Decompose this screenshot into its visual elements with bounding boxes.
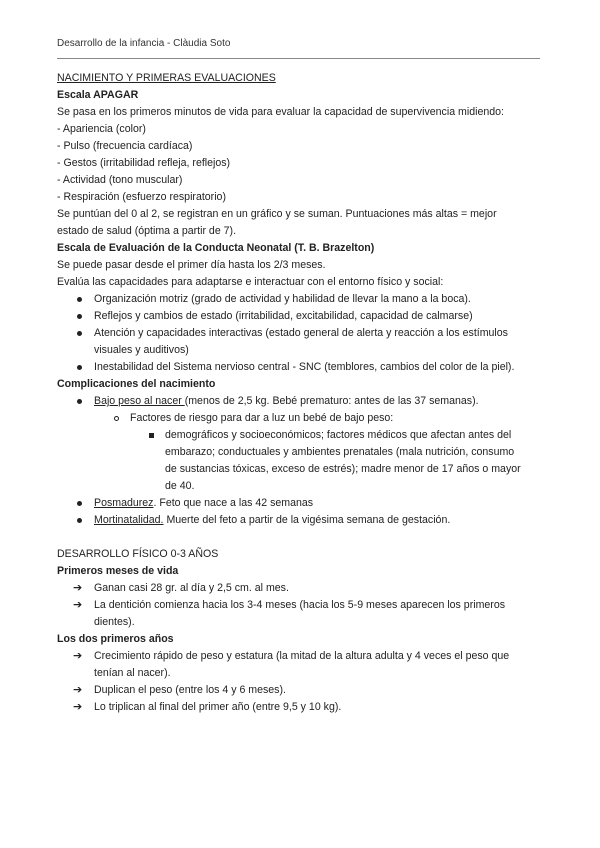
list-item xyxy=(57,393,542,410)
bullet-icon xyxy=(77,297,82,302)
term-posmadurez: Posmadurez xyxy=(94,497,154,509)
list-item-text: Atención y capacidades interactivas (estado general de alerta y reacción a los estímulos xyxy=(94,327,508,339)
section-heading-nacimiento: NACIMIENTO Y PRIMERAS EVALUACIONES xyxy=(57,72,276,84)
term-bajo-peso: Bajo peso al nacer xyxy=(94,395,185,407)
square-bullet-icon xyxy=(149,433,154,438)
bullet-icon xyxy=(77,314,82,319)
list-item-text: de sustancias tóxicas, exceso de estrés); madre menor de 17 años o mayor xyxy=(165,463,521,475)
term-mortinatalidad: Mortinatalidad. xyxy=(94,514,164,526)
list-item xyxy=(57,410,542,427)
header-divider xyxy=(57,58,540,59)
apgar-item: - Pulso (frecuencia cardíaca) xyxy=(57,140,193,152)
arrow-right-icon: ➔ xyxy=(73,599,83,611)
list-item-text: visuales y auditivos) xyxy=(94,344,189,356)
list-item xyxy=(57,580,542,597)
list-item xyxy=(57,699,542,716)
list-item-text: Duplican el peso (entre los 4 y 6 meses). xyxy=(94,684,286,696)
list-item xyxy=(57,325,542,359)
bullet-icon xyxy=(77,518,82,523)
apgar-score-cont: estado de salud (óptima a partir de 7). xyxy=(57,225,237,237)
list-item-text: demográficos y socioeconómicos; factores médicos que afectan antes del xyxy=(165,429,512,441)
list-item-text: Reflejos y cambios de estado (irritabilidad, excitabilidad, capacidad de calmarse) xyxy=(94,310,473,322)
list-item-text: embarazo; conductuales y ambientes prenatales (mala nutrición, consumo xyxy=(165,446,515,458)
apgar-title: Escala APAGAR xyxy=(57,89,139,101)
arrow-right-icon: ➔ xyxy=(73,684,83,696)
arrow-right-icon: ➔ xyxy=(73,701,83,713)
section-heading-desarrollo: DESARROLLO FÍSICO 0-3 AÑOS xyxy=(57,548,219,560)
list-item xyxy=(57,597,542,631)
bullet-icon xyxy=(77,501,82,506)
arrow-right-icon: ➔ xyxy=(73,650,83,662)
list-item-text: Lo triplican al final del primer año (entre 9,5 y 10 kg). xyxy=(94,701,342,713)
apgar-intro: Se pasa en los primeros minutos de vida para evaluar la capacidad de supervivencia midiendo: xyxy=(57,106,504,118)
term-posmadurez-desc: . Feto que nace a las 42 semanas xyxy=(153,497,314,509)
term-bajo-peso-desc: (menos de 2,5 kg. Bebé prematuro: antes de las 37 semanas). xyxy=(184,395,479,407)
list-item-text: Crecimiento rápido de peso y estatura (la mitad de la altura adulta y 4 veces el peso que xyxy=(94,650,510,662)
list-item-text: de 40. xyxy=(165,480,195,492)
apgar-item: - Actividad (tono muscular) xyxy=(57,174,183,186)
brazelton-text: Se puede pasar desde el primer día hasta los 2/3 meses. xyxy=(57,259,326,271)
brazelton-title: Escala de Evaluación de la Conducta Neonatal (T. B. Brazelton) xyxy=(57,242,375,254)
list-item xyxy=(57,291,542,308)
apgar-score: Se puntúan del 0 al 2, se registran en un gráfico y se suman. Puntuaciones más altas = mejor xyxy=(57,208,497,220)
list-item xyxy=(57,308,542,325)
apgar-item: - Gestos (irritabilidad refleja, reflejos) xyxy=(57,157,231,169)
term-mortinatalidad-desc: Muerte del feto a partir de la vigésima semana de gestación. xyxy=(163,514,451,526)
brazelton-text: Evalúa las capacidades para adaptarse e interactuar con el entorno físico y social: xyxy=(57,276,444,288)
list-item-text: La dentición comienza hacia los 3-4 meses (hacia los 5-9 meses aparecen los primeros xyxy=(94,599,506,611)
bullet-icon xyxy=(77,331,82,336)
list-item xyxy=(57,359,542,376)
list-item-text: Factores de riesgo para dar a luz un bebé de bajo peso: xyxy=(130,412,394,424)
apgar-item: - Apariencia (color) xyxy=(57,123,146,135)
list-item-text: dientes). xyxy=(94,616,135,628)
list-item-text: Inestabilidad del Sistema nervioso central - SNC (temblores, cambios del color de la piel). xyxy=(94,361,515,373)
arrow-right-icon: ➔ xyxy=(73,582,83,594)
list-item-text: Organización motriz (grado de actividad y habilidad de llevar la mano a la boca). xyxy=(94,293,471,305)
list-item xyxy=(57,682,542,699)
bullet-icon xyxy=(77,399,82,404)
list-item xyxy=(57,427,542,495)
circle-bullet-icon xyxy=(114,416,119,421)
list-item-text: Ganan casi 28 gr. al día y 2,5 cm. al mes. xyxy=(94,582,289,594)
list-item xyxy=(57,512,542,529)
page-header: Desarrollo de la infancia - Clàudia Soto xyxy=(57,38,231,49)
list-item xyxy=(57,495,542,512)
list-item xyxy=(57,648,542,682)
complicaciones-title: Complicaciones del nacimiento xyxy=(57,378,216,390)
primeros-meses-title: Primeros meses de vida xyxy=(57,565,179,577)
apgar-item: - Respiración (esfuerzo respiratorio) xyxy=(57,191,226,203)
document-body xyxy=(57,70,542,716)
list-item-text: tenían al nacer). xyxy=(94,667,171,679)
bullet-icon xyxy=(77,365,82,370)
dos-primeros-title: Los dos primeros años xyxy=(57,633,174,645)
